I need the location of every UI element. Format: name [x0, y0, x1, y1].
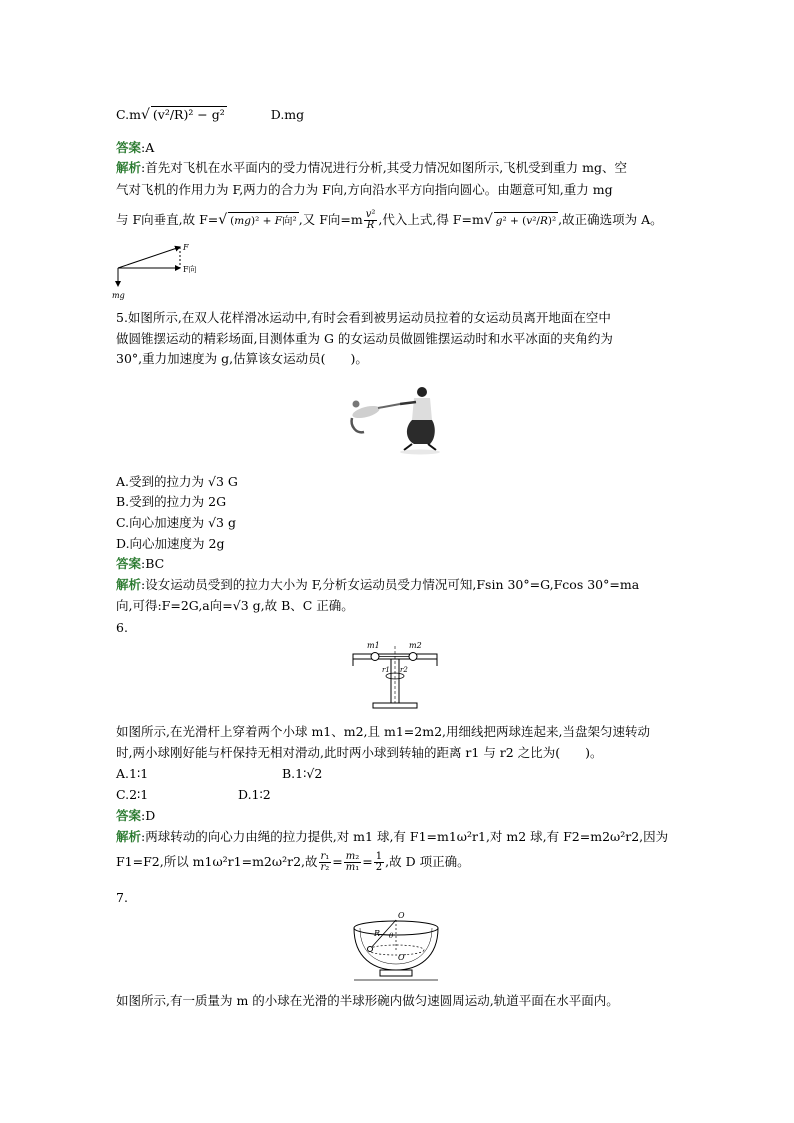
q4-analysis-line2: 气对飞机的作用力为 F,两力的合力为 F向,方向沿水平方向指向圆心。由题意可知,重力 mg [116, 182, 613, 197]
answer-value: :A [141, 140, 155, 155]
q4-answer [116, 140, 686, 156]
q6-options-ab [116, 766, 686, 782]
q4-analysis-line3: 与 F向垂直,故 F=√ (mg)² + F向² ,又 F向=m $\frac{\text{v²}}{R}$ ,代入上式,得 F=m√ g² + (v²/R)² ,故正确选项为 A。 [116, 209, 663, 231]
q5-stem-line1: 5.如图所示,在双人花样滑冰运动中,有时会看到被男运动员拉着的女运动员离开地面在空中 [116, 310, 611, 325]
q5-stem-line3: 30°,重力加速度为 g,估算该女运动员( )。 [116, 351, 368, 366]
q5-option-c: C.向心加速度为 √3 g [116, 515, 236, 530]
q4-option-d: D.mg [270, 107, 305, 122]
q5-option-d: D.向心加速度为 2g [116, 536, 225, 551]
q6-analysis-line1: 解析:两球转动的向心力由绳的拉力提供,对 m1 球,有 F1=m1ω²r1,对 m2 球,有 F2=m2ω²r2,因为 [116, 829, 669, 844]
q4-analysis-line1: 解析:首先对飞机在水平面内的受力情况进行分析,其受力情况如图所示,飞机受到重力 mg、空 [116, 160, 628, 175]
q6-stem-line1: 如图所示,在光滑杆上穿着两个小球 m1、m2,且 m1=2m2,用细线把两球连起来,当盘架匀速转动 [116, 724, 650, 739]
q6-answer [116, 808, 686, 824]
label-r2: r2 [400, 666, 408, 674]
q6-stem-line2: 时,两小球刚好能与杆保持无相对滑动,此时两小球到转轴的距离 r1 与 r2 之比为( )。 [116, 745, 603, 760]
label-O-prime: O′ [398, 953, 407, 962]
q6-number: 6. [116, 620, 128, 635]
force-diagram [110, 238, 200, 304]
label-theta: θ [389, 932, 394, 940]
q5-stem-line2: 做圆锥摆运动的精彩场面,目测体重为 G 的女运动员做圆锥摆运动时和水平冰面的夹角约为 [116, 331, 613, 346]
q6-options-cd [116, 787, 686, 803]
q4-option-c: C.m [116, 107, 141, 122]
label-Fn: F向 [183, 265, 197, 274]
answer-label: 答案 [116, 808, 142, 823]
label-R: R [374, 929, 381, 938]
figure-skating-photo [344, 382, 448, 456]
label-F: F [183, 243, 189, 252]
q5-option-a: A.受到的拉力为 √3 G [116, 474, 238, 489]
analysis-label: 解析 [116, 577, 142, 592]
q6-option-d: D.1∶2 [238, 787, 271, 802]
analysis-label: 解析 [116, 160, 142, 175]
q6-option-a: A.1∶1 [116, 766, 149, 781]
answer-label: 答案 [116, 140, 142, 155]
q5-analysis-line2: 向,可得:F=2G,a向=√3 g,故 B、C 正确。 [116, 598, 354, 613]
label-r1: r1 [382, 666, 390, 674]
q5-analysis-line1: 解析:设女运动员受到的拉力大小为 F,分析女运动员受力情况可知,Fsin 30°=G,Fcos 30°=ma [116, 577, 640, 592]
answer-value: :D [141, 808, 156, 823]
q4-options-cd: C.m√ (v²/R)² − g² D.mg [116, 107, 305, 123]
rotating-frame-diagram [347, 638, 443, 712]
label-mg: mg [112, 291, 125, 300]
q7-stem-line1: 如图所示,有一质量为 m 的小球在光滑的半球形碗内做匀速圆周运动,轨道平面在水平面内。 [116, 993, 619, 1008]
q6-option-c: C.2∶1 [116, 787, 149, 802]
q7-number: 7. [116, 890, 128, 905]
label-O: O [398, 911, 405, 920]
analysis-label: 解析 [116, 829, 142, 844]
hemispherical-bowl-diagram [350, 906, 442, 986]
q5-option-b: B.受到的拉力为 2G [116, 494, 227, 509]
force-F-arrow [118, 247, 180, 268]
answer-label: 答案 [116, 556, 142, 571]
label-m1: m1 [367, 641, 380, 650]
q4-option-c-expr: (v²/R)² − g² [152, 107, 225, 122]
q5-answer [116, 556, 686, 572]
label-m2: m2 [409, 641, 422, 650]
q6-option-b: B.1∶√2 [282, 766, 323, 781]
answer-value: :BC [141, 556, 165, 571]
q6-analysis-line2: F1=F2,所以 m1ω²r1=m2ω²r2,故 $\frac{\text{r₁}}{\text{r₂}}$ = $\frac{\text{m₂}}{\text{m₁}}$ = $\frac{1}{2}$ ,故 D 项正确。 [116, 851, 470, 873]
